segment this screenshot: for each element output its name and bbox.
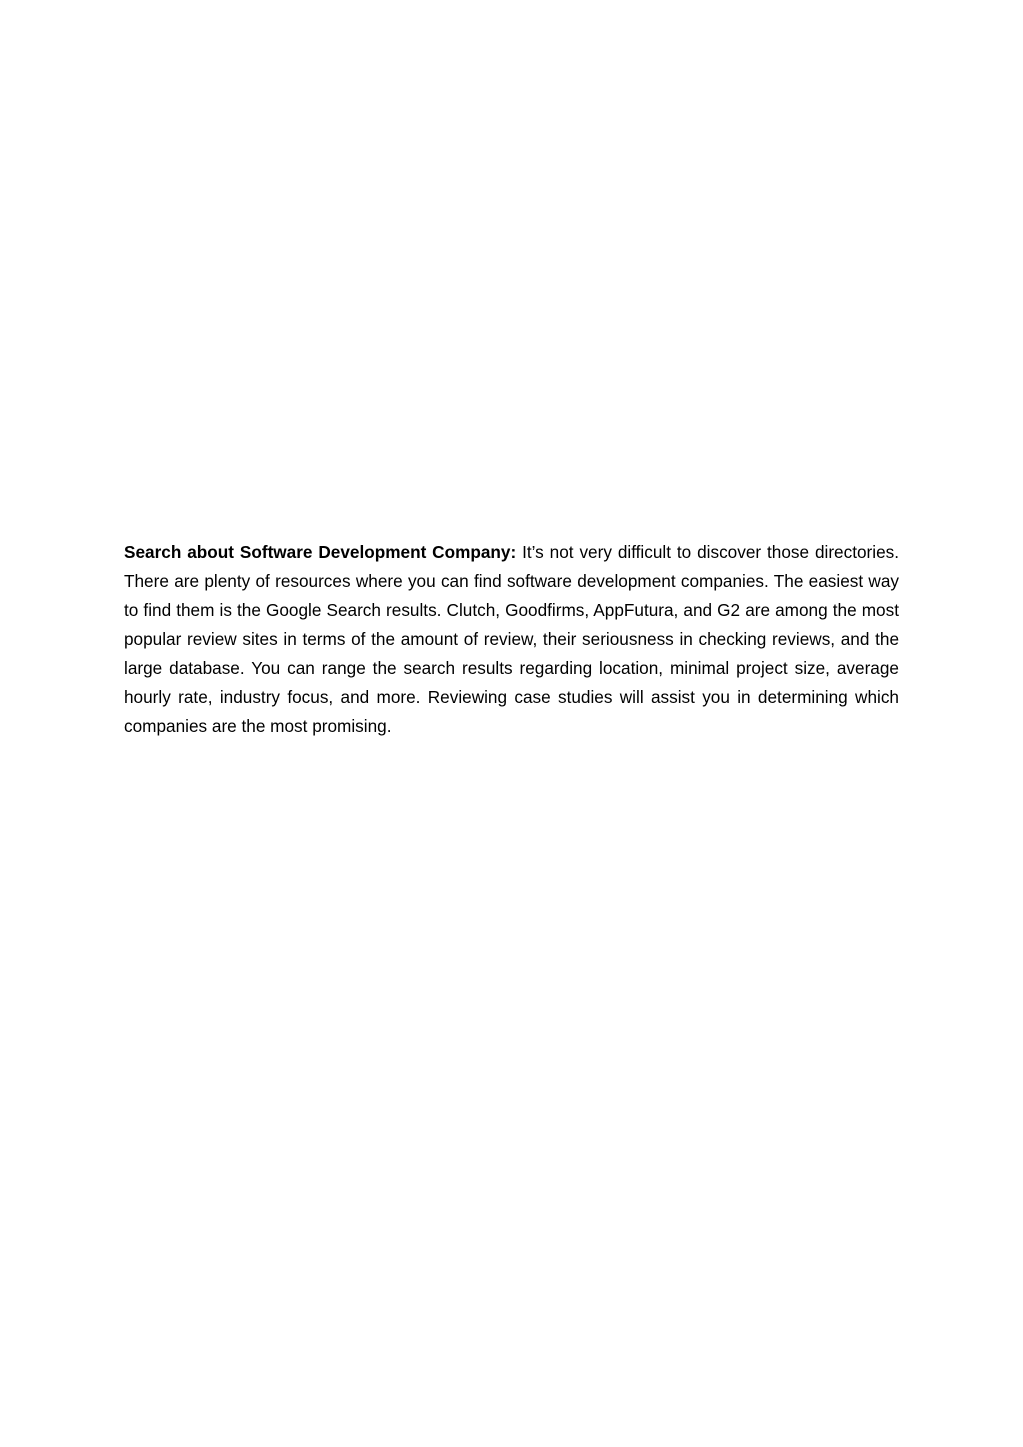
lead-heading: Search about Software Development Company: xyxy=(124,542,517,562)
body-paragraph xyxy=(124,538,899,741)
paragraph-text: It’s not very difficult to discover those directories. There are plenty of resources where you can find software development companies. The easiest way to find them is the Google Search results. Clutch, Goodfirms, AppFutura, and G2 are among the most popular review sites in terms of the amount of review, their seriousness in checking reviews, and the large database. You can range the search results regarding location, minimal project size, average hourly rate, industry focus, and more. Reviewing case studies will assist you in determining which companies are the most promising. xyxy=(124,542,899,736)
